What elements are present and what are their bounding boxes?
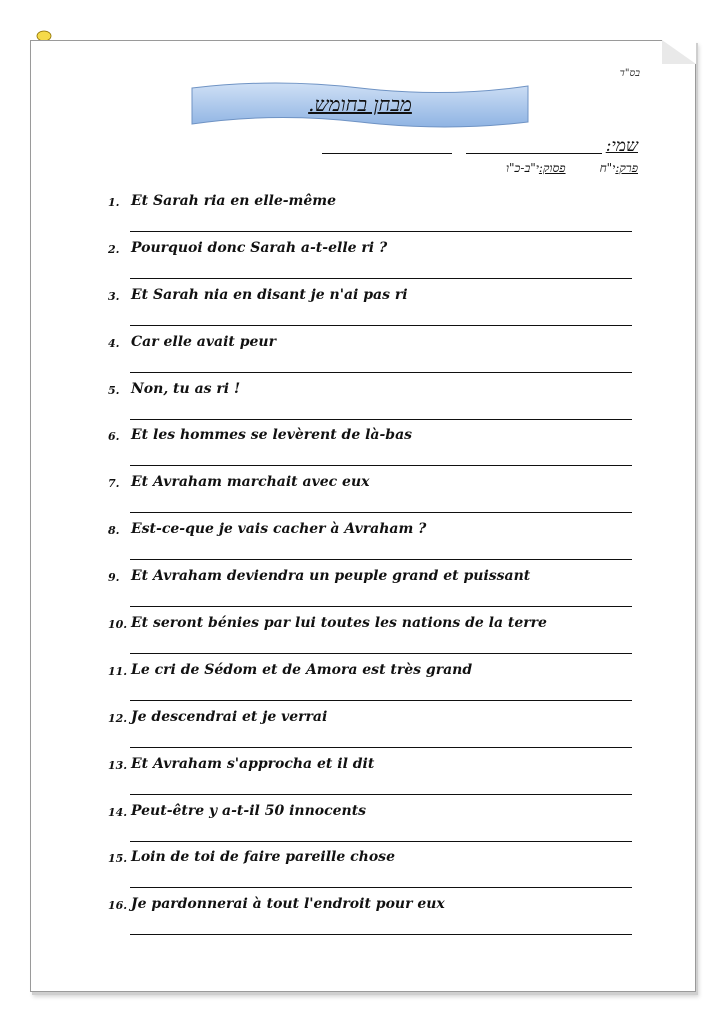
answer-line[interactable]: [130, 325, 632, 326]
answer-line[interactable]: [130, 512, 632, 513]
question-text: Je pardonnerai à tout l'endroit pour eux: [131, 896, 445, 913]
question-item: [108, 803, 638, 850]
question-text: Est-ce-que je vais cacher à Avraham ?: [131, 521, 427, 538]
question-text: Et seront bénies par lui toutes les nations de la terre: [131, 615, 547, 632]
question-text: Le cri de Sédom et de Amora est très grand: [131, 661, 473, 678]
name-label: שמי:: [605, 136, 638, 156]
question-number: 7.: [108, 477, 120, 491]
question-number: 11.: [108, 664, 128, 678]
question-number: 16.: [108, 899, 128, 913]
question-list: [108, 193, 638, 943]
question-item: [108, 334, 638, 381]
answer-line[interactable]: [130, 419, 632, 420]
question-item: [108, 896, 638, 943]
question-number: 13.: [108, 758, 128, 772]
chapter-info: [506, 161, 638, 176]
name-field-line[interactable]: [466, 153, 602, 154]
pasuk-label: פסוק:: [538, 161, 566, 175]
question-item: [108, 427, 638, 474]
answer-line[interactable]: [130, 841, 632, 842]
question-number: 9.: [108, 571, 120, 585]
question-text: Loin de toi de faire pareille chose: [131, 849, 395, 866]
answer-line[interactable]: [130, 372, 632, 373]
question-text: Et les hommes se levèrent de là-bas: [131, 427, 413, 444]
name-field-line-extra[interactable]: [322, 153, 452, 154]
question-text: Et Avraham s'approcha et il dit: [131, 755, 375, 772]
question-item: [108, 849, 638, 896]
question-number: 8.: [108, 524, 120, 538]
question-number: 5.: [108, 383, 120, 397]
question-item: [108, 568, 638, 615]
answer-line[interactable]: [130, 747, 632, 748]
question-number: 10.: [108, 618, 128, 632]
answer-line[interactable]: [130, 653, 632, 654]
question-number: 1.: [108, 196, 120, 209]
question-number: 4.: [108, 336, 120, 350]
folded-corner: [662, 40, 696, 64]
question-number: 14.: [108, 805, 128, 819]
question-text: Non, tu as ri !: [131, 380, 241, 397]
question-number: 3.: [108, 289, 120, 303]
question-item: [108, 615, 638, 662]
question-text: Et Avraham marchait avec eux: [131, 474, 370, 491]
answer-line[interactable]: [130, 278, 632, 279]
answer-line[interactable]: [130, 934, 632, 935]
question-item: [108, 474, 638, 521]
perek-value: י"ח: [599, 161, 616, 175]
question-text: Je descendrai et je verrai: [131, 708, 328, 725]
question-number: 15.: [108, 852, 128, 866]
answer-line[interactable]: [130, 231, 632, 232]
question-item: [108, 240, 638, 287]
question-item: [108, 662, 638, 709]
question-number: 6.: [108, 430, 120, 444]
pasuk-value: י"ב-כ"ו: [505, 161, 539, 175]
question-text: Pourquoi donc Sarah a-t-elle ri ?: [131, 239, 388, 256]
question-number: 2.: [108, 242, 120, 256]
corner-note: בס"ד: [619, 68, 640, 79]
perek-label: פרק:: [615, 161, 638, 175]
question-item: [108, 193, 638, 240]
question-text: Et Sarah ria en elle-même: [131, 193, 336, 209]
answer-line[interactable]: [130, 606, 632, 607]
question-item: [108, 756, 638, 803]
page-title: מבחן בחומש.: [308, 92, 412, 116]
answer-line[interactable]: [130, 887, 632, 888]
question-text: Et Sarah nia en disant je n'ai pas ri: [131, 286, 408, 303]
question-text: Car elle avait peur: [131, 333, 276, 350]
question-number: 12.: [108, 711, 128, 725]
question-text: Peut-être y a-t-il 50 innocents: [131, 802, 367, 819]
question-text: Et Avraham deviendra un peuple grand et puissant: [131, 568, 531, 585]
question-item: [108, 709, 638, 756]
question-item: [108, 521, 638, 568]
answer-line[interactable]: [130, 700, 632, 701]
question-item: [108, 287, 638, 334]
answer-line[interactable]: [130, 559, 632, 560]
answer-line[interactable]: [130, 465, 632, 466]
answer-line[interactable]: [130, 794, 632, 795]
question-item: [108, 381, 638, 428]
